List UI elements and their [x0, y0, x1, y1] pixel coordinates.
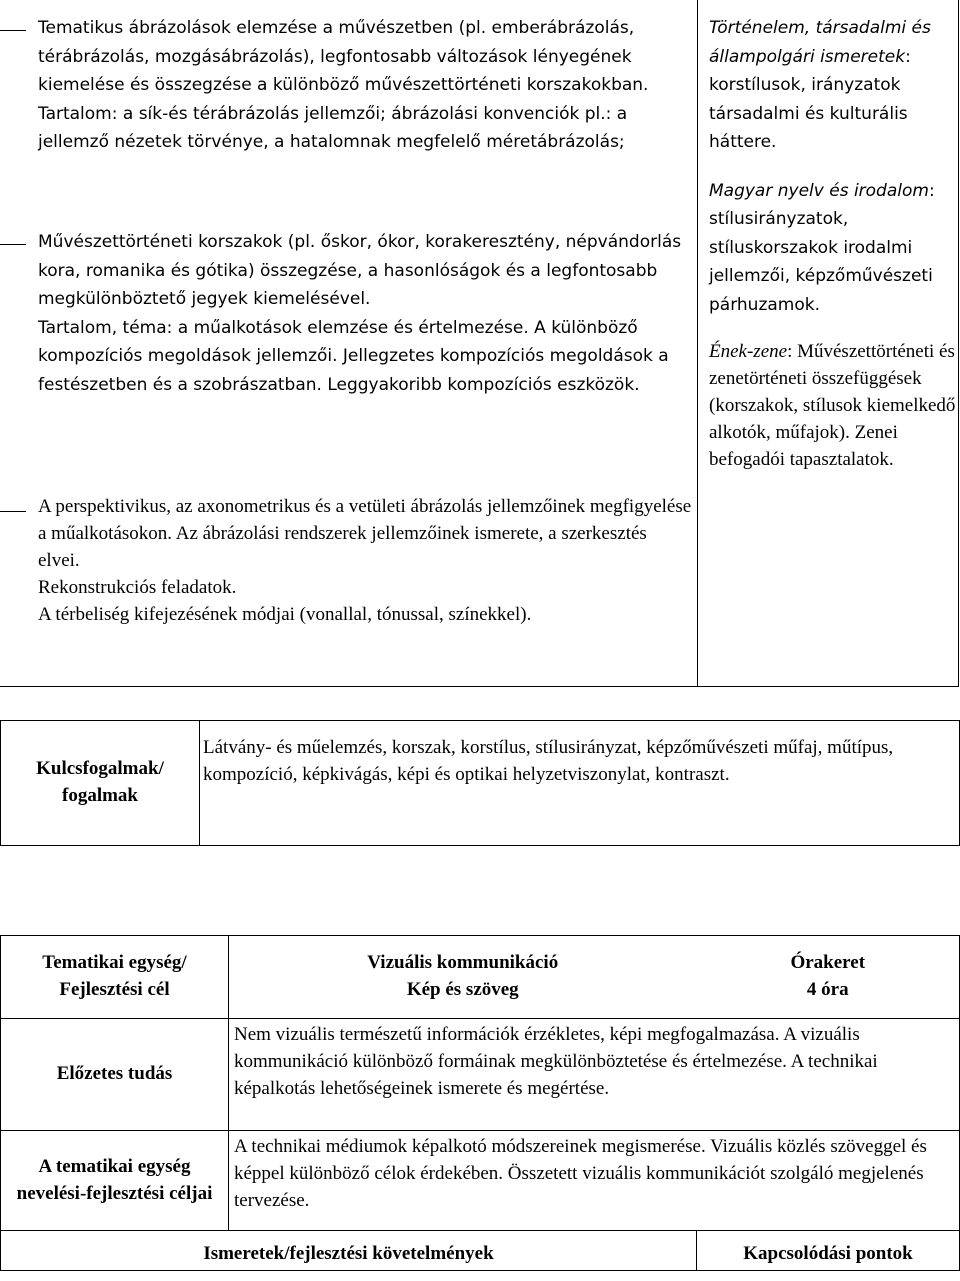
connection-enek	[709, 339, 959, 474]
unit-title-line1: Vizuális kommunikáció	[367, 952, 559, 974]
connection-tortenelem	[709, 14, 959, 157]
connection-text: : korstílusok, irányzatok társadalmi és kulturális háttere.	[709, 46, 911, 152]
unit-hours	[697, 936, 960, 1019]
item-text: Művészettörténeti korszakok (pl. őskor, ókor, korakeresztény, népvándorlás kora, romanika és gótika) összegzése, a hasonlóságok és a legfontosabb megkülönböztető jegyek kiemelésével.	[38, 232, 682, 309]
key-concepts-label: Kulcsfogalmak/ fogalmak	[1, 721, 200, 846]
requirements-header: Ismeretek/fejlesztési követelmények	[1, 1231, 697, 1271]
connection-text: : stílusirányzatok, stíluskorszakok irodalmi jellemzői, képzőművészeti párhuzamok.	[709, 180, 935, 315]
unit-table	[0, 935, 960, 1271]
connection-magyar	[709, 177, 959, 320]
list-item-perspektiva	[38, 494, 693, 629]
tartalom-prefix: Tartalom	[38, 103, 112, 124]
hours-value: 4 óra	[806, 979, 849, 1000]
list-item-korszakok	[38, 228, 693, 399]
column-separator	[697, 0, 698, 686]
connection-subject: Történelem, társadalmi és állampolgári ismeretek	[709, 18, 931, 67]
prior-label: Előzetes tudás	[1, 1019, 229, 1131]
connection-text: : Művészettörténeti és zenetörténeti összefüggések (korszakok, stílusok kiemelkedő alkotók, műfajok).	[709, 341, 956, 443]
hours-label: Órakeret	[790, 952, 866, 974]
connection-subject: Ének-zene	[709, 341, 788, 362]
list-dash	[0, 244, 26, 245]
tartalom-text: : a sík-és térábrázolás jellemzői; ábrázolási konvenciók pl.: a jellemző nézetek törvénye, a hatalomnak megfelelő méretábrázolás;	[38, 103, 628, 152]
connection-text: Zenei befogadói tapasztalatok.	[709, 421, 898, 470]
item-text: Tematikus ábrázolások elemzése a művészetben (pl. emberábrázolás, térábrázolás, mozgásábrázolás), legfontosabb változások lényegének kiemelése és összegzése a különböző művészettörténeti korszakokban.	[38, 18, 649, 95]
unit-label: Tematikai egység/ Fejlesztési cél	[1, 936, 229, 1019]
key-concepts-table	[0, 720, 960, 846]
key-concepts-text: Látvány- és műelemzés, korszak, korstílus, stílusirányzat, képzőművészeti műfaj, műtípus, kompozíció, képkivágás, képi és optikai helyzetviszonylat, kontraszt.	[200, 721, 960, 846]
prior-text: Nem vizuális természetű információk érzékletes, képi megfogalmazása. A vizuális kommunikáció különböző formáinak megkülönböztetése és értelmezése. A technikai képalkotás lehetőségeinek ismerete és megértése.	[229, 1019, 960, 1131]
goals-label: A tematikai egység nevelési-fejlesztési céljai	[1, 1131, 229, 1231]
connection-subject: Magyar nyelv és irodalom	[709, 180, 929, 201]
item-tartalom: Tartalom, téma: a műalkotások elemzése és értelmezése. A különböző kompozíciós megoldások jellemzői. Jellegzetes kompozíciós megoldások a festészetben és a szobrászatban. Leggyakoribb kompozíciós eszközök.	[38, 317, 669, 395]
item-line: Rekonstrukciós feladatok.	[38, 576, 237, 598]
item-line: A térbeliség kifejezésének módjai (vonallal, tónussal, színekkel).	[38, 603, 532, 625]
connection-points	[709, 14, 959, 474]
item-tartalom	[38, 100, 693, 157]
section-bottom-border	[0, 686, 959, 687]
list-dash	[0, 30, 26, 31]
list-item-tematikus	[38, 14, 693, 157]
unit-title	[229, 936, 697, 1019]
list-dash	[0, 511, 26, 512]
item-text: A perspektivikus, az axonometrikus és a vetületi ábrázolás jellemzőinek megfigyelése a műalkotásokon. Az ábrázolási rendszerek jellemzőinek ismerete, a szerkesztés elvei.	[38, 496, 692, 571]
unit-title-line2: Kép és szöveg	[406, 979, 519, 1000]
links-header: Kapcsolódási pontok	[697, 1231, 960, 1271]
goals-text: A technikai médiumok képalkotó módszereinek megismerése. Vizuális közlés szöveggel és képpel különböző célok érdekében. Összetett vizuális kommunikációt szolgáló megjelenés tervezése.	[229, 1131, 960, 1231]
